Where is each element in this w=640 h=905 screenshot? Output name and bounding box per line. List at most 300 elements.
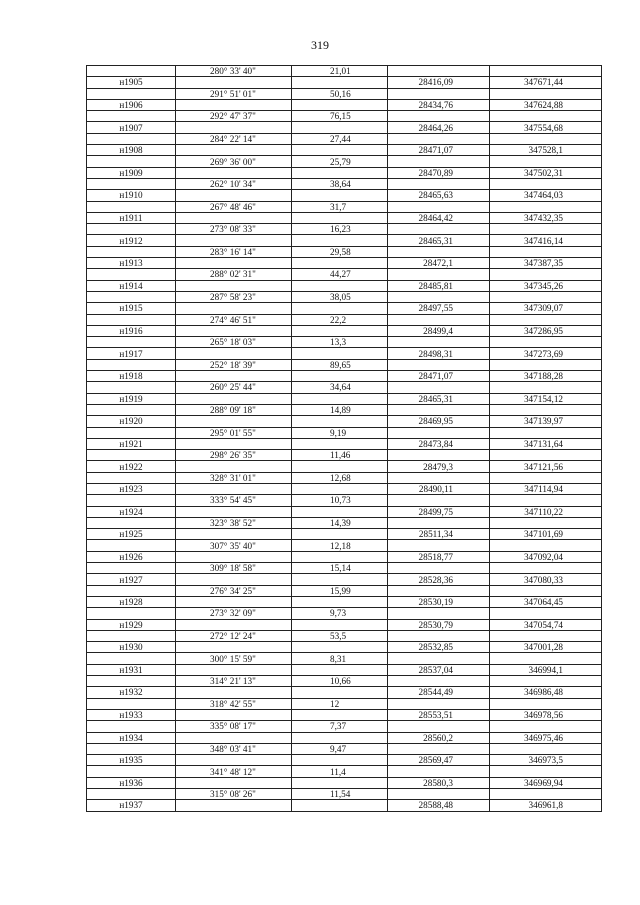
x-coordinate-cell	[388, 698, 490, 709]
angle-cell: 314° 21' 13"	[176, 676, 292, 687]
y-coordinate-cell: 347464,03	[490, 190, 602, 201]
distance-cell: 44,27	[292, 269, 388, 280]
angle-cell: 333° 54' 45"	[176, 495, 292, 506]
table-row	[87, 235, 602, 246]
y-coordinate-cell	[490, 789, 602, 800]
distance-cell	[292, 574, 388, 585]
point-cell	[87, 630, 176, 641]
point-cell	[87, 472, 176, 483]
table-row	[87, 66, 602, 77]
y-coordinate-cell: 347554,68	[490, 122, 602, 133]
distance-cell	[292, 212, 388, 223]
table-row	[87, 574, 602, 585]
y-coordinate-cell: 346961,8	[490, 800, 602, 811]
x-coordinate-cell: 28553,51	[388, 709, 490, 720]
table-row	[87, 156, 602, 167]
table-row	[87, 201, 602, 212]
y-coordinate-cell	[490, 540, 602, 551]
table-row	[87, 291, 602, 302]
x-coordinate-cell: 28469,95	[388, 416, 490, 427]
distance-cell: 14,89	[292, 404, 388, 415]
y-coordinate-cell: 347139,97	[490, 416, 602, 427]
y-coordinate-cell: 347387,35	[490, 258, 602, 269]
point-cell	[87, 743, 176, 754]
distance-cell: 16,23	[292, 224, 388, 235]
point-cell	[87, 314, 176, 325]
angle-cell	[176, 687, 292, 698]
point-cell	[87, 676, 176, 687]
point-cell: н1924	[87, 506, 176, 517]
point-cell	[87, 246, 176, 257]
x-coordinate-cell: 28528,36	[388, 574, 490, 585]
x-coordinate-cell: 28490,11	[388, 483, 490, 494]
distance-cell	[292, 529, 388, 540]
distance-cell: 9,19	[292, 427, 388, 438]
distance-cell: 12	[292, 698, 388, 709]
x-coordinate-cell: 28465,31	[388, 235, 490, 246]
point-cell	[87, 291, 176, 302]
angle-cell: 309° 18' 58"	[176, 563, 292, 574]
x-coordinate-cell	[388, 540, 490, 551]
point-cell: н1910	[87, 190, 176, 201]
angle-cell: 287° 58' 23"	[176, 291, 292, 302]
table-row	[87, 608, 602, 619]
y-coordinate-cell	[490, 630, 602, 641]
table-row	[87, 246, 602, 257]
angle-cell	[176, 551, 292, 562]
x-coordinate-cell	[388, 88, 490, 99]
table-row	[87, 653, 602, 664]
point-cell	[87, 337, 176, 348]
table-row	[87, 404, 602, 415]
y-coordinate-cell	[490, 676, 602, 687]
x-coordinate-cell	[388, 156, 490, 167]
angle-cell	[176, 235, 292, 246]
point-cell: н1929	[87, 619, 176, 630]
x-coordinate-cell: 28499,75	[388, 506, 490, 517]
y-coordinate-cell: 347309,07	[490, 303, 602, 314]
point-cell: н1915	[87, 303, 176, 314]
y-coordinate-cell: 347054,74	[490, 619, 602, 630]
y-coordinate-cell: 347273,69	[490, 348, 602, 359]
distance-cell	[292, 506, 388, 517]
point-cell: н1936	[87, 777, 176, 788]
y-coordinate-cell: 347114,94	[490, 483, 602, 494]
table-row	[87, 709, 602, 720]
table-row	[87, 472, 602, 483]
distance-cell: 9,73	[292, 608, 388, 619]
point-cell	[87, 224, 176, 235]
x-coordinate-cell: 28569,47	[388, 755, 490, 766]
x-coordinate-cell: 28472,1	[388, 258, 490, 269]
table-row	[87, 382, 602, 393]
angle-cell: 260° 25' 44"	[176, 382, 292, 393]
point-cell: н1923	[87, 483, 176, 494]
table-row	[87, 687, 602, 698]
y-coordinate-cell	[490, 291, 602, 302]
table-row	[87, 529, 602, 540]
distance-cell: 15,99	[292, 585, 388, 596]
point-cell	[87, 427, 176, 438]
table-row	[87, 551, 602, 562]
distance-cell: 22,2	[292, 314, 388, 325]
distance-cell	[292, 777, 388, 788]
y-coordinate-cell	[490, 156, 602, 167]
angle-cell: 273° 32' 09"	[176, 608, 292, 619]
table-row	[87, 337, 602, 348]
x-coordinate-cell: 28580,3	[388, 777, 490, 788]
x-coordinate-cell: 28530,19	[388, 596, 490, 607]
x-coordinate-cell: 28530,79	[388, 619, 490, 630]
distance-cell: 11,4	[292, 766, 388, 777]
distance-cell	[292, 167, 388, 178]
table-row	[87, 99, 602, 110]
point-cell: н1918	[87, 371, 176, 382]
x-coordinate-cell	[388, 201, 490, 212]
x-coordinate-cell: 28464,26	[388, 122, 490, 133]
distance-cell: 15,14	[292, 563, 388, 574]
x-coordinate-cell: 28471,07	[388, 371, 490, 382]
x-coordinate-cell	[388, 495, 490, 506]
table-row	[87, 483, 602, 494]
point-cell: н1916	[87, 325, 176, 336]
angle-cell	[176, 348, 292, 359]
x-coordinate-cell: 28588,48	[388, 800, 490, 811]
y-coordinate-cell	[490, 88, 602, 99]
angle-cell	[176, 529, 292, 540]
distance-cell: 38,64	[292, 178, 388, 189]
distance-cell	[292, 483, 388, 494]
y-coordinate-cell	[490, 472, 602, 483]
table-row	[87, 777, 602, 788]
distance-cell	[292, 122, 388, 133]
table-row	[87, 630, 602, 641]
angle-cell	[176, 755, 292, 766]
table-row	[87, 438, 602, 449]
point-cell	[87, 111, 176, 122]
table-row	[87, 190, 602, 201]
angle-cell	[176, 393, 292, 404]
point-cell	[87, 88, 176, 99]
angle-cell	[176, 122, 292, 133]
x-coordinate-cell: 28544,49	[388, 687, 490, 698]
angle-cell: 341° 48' 12"	[176, 766, 292, 777]
point-cell	[87, 585, 176, 596]
table-row	[87, 212, 602, 223]
point-cell: н1921	[87, 438, 176, 449]
coordinates-table	[86, 65, 602, 812]
x-coordinate-cell	[388, 314, 490, 325]
table-row	[87, 676, 602, 687]
distance-cell	[292, 371, 388, 382]
distance-cell	[292, 280, 388, 291]
x-coordinate-cell: 28465,31	[388, 393, 490, 404]
point-cell	[87, 517, 176, 528]
distance-cell	[292, 461, 388, 472]
distance-cell	[292, 438, 388, 449]
distance-cell: 21,01	[292, 66, 388, 77]
angle-cell: 291° 51' 01"	[176, 88, 292, 99]
point-cell: н1922	[87, 461, 176, 472]
angle-cell	[176, 99, 292, 110]
point-cell: н1930	[87, 642, 176, 653]
y-coordinate-cell: 347131,64	[490, 438, 602, 449]
table-row	[87, 766, 602, 777]
x-coordinate-cell: 28471,07	[388, 145, 490, 156]
x-coordinate-cell: 28434,76	[388, 99, 490, 110]
x-coordinate-cell	[388, 359, 490, 370]
distance-cell	[292, 642, 388, 653]
distance-cell	[292, 258, 388, 269]
x-coordinate-cell	[388, 721, 490, 732]
x-coordinate-cell	[388, 224, 490, 235]
point-cell: н1935	[87, 755, 176, 766]
angle-cell: 265° 18' 03"	[176, 337, 292, 348]
table-row	[87, 563, 602, 574]
distance-cell: 7,37	[292, 721, 388, 732]
table-row	[87, 303, 602, 314]
y-coordinate-cell: 346986,48	[490, 687, 602, 698]
x-coordinate-cell	[388, 789, 490, 800]
point-cell: н1934	[87, 732, 176, 743]
angle-cell	[176, 145, 292, 156]
point-cell	[87, 789, 176, 800]
distance-cell	[292, 687, 388, 698]
angle-cell: 252° 18' 39"	[176, 359, 292, 370]
table-row	[87, 461, 602, 472]
distance-cell	[292, 551, 388, 562]
x-coordinate-cell: 28560,2	[388, 732, 490, 743]
angle-cell	[176, 596, 292, 607]
y-coordinate-cell: 347080,33	[490, 574, 602, 585]
y-coordinate-cell	[490, 427, 602, 438]
y-coordinate-cell	[490, 608, 602, 619]
table-row	[87, 721, 602, 732]
angle-cell	[176, 438, 292, 449]
table-row	[87, 224, 602, 235]
point-cell: н1927	[87, 574, 176, 585]
point-cell	[87, 382, 176, 393]
x-coordinate-cell: 28473,84	[388, 438, 490, 449]
table-row	[87, 258, 602, 269]
point-cell: н1913	[87, 258, 176, 269]
angle-cell	[176, 777, 292, 788]
y-coordinate-cell: 346975,46	[490, 732, 602, 743]
table-row	[87, 393, 602, 404]
x-coordinate-cell: 28485,81	[388, 280, 490, 291]
x-coordinate-cell	[388, 517, 490, 528]
x-coordinate-cell: 28499,4	[388, 325, 490, 336]
distance-cell: 89,65	[292, 359, 388, 370]
y-coordinate-cell: 347624,88	[490, 99, 602, 110]
x-coordinate-cell	[388, 291, 490, 302]
x-coordinate-cell	[388, 337, 490, 348]
y-coordinate-cell: 347286,95	[490, 325, 602, 336]
point-cell	[87, 653, 176, 664]
y-coordinate-cell: 347432,35	[490, 212, 602, 223]
distance-cell	[292, 619, 388, 630]
point-cell	[87, 178, 176, 189]
point-cell: н1905	[87, 77, 176, 88]
angle-cell: 328° 31' 01"	[176, 472, 292, 483]
distance-cell: 53,5	[292, 630, 388, 641]
angle-cell: 323° 38' 52"	[176, 517, 292, 528]
x-coordinate-cell: 28479,3	[388, 461, 490, 472]
angle-cell: 262° 10' 34"	[176, 178, 292, 189]
distance-cell: 12,68	[292, 472, 388, 483]
x-coordinate-cell	[388, 766, 490, 777]
x-coordinate-cell	[388, 246, 490, 257]
distance-cell: 11,46	[292, 450, 388, 461]
y-coordinate-cell: 347528,1	[490, 145, 602, 156]
table-row	[87, 732, 602, 743]
angle-cell	[176, 732, 292, 743]
y-coordinate-cell: 346994,1	[490, 664, 602, 675]
distance-cell: 10,73	[292, 495, 388, 506]
distance-cell: 76,15	[292, 111, 388, 122]
table-row	[87, 698, 602, 709]
angle-cell	[176, 212, 292, 223]
x-coordinate-cell: 28537,04	[388, 664, 490, 675]
point-cell	[87, 201, 176, 212]
point-cell	[87, 359, 176, 370]
table-row	[87, 348, 602, 359]
table-row	[87, 596, 602, 607]
angle-cell: 276° 34' 25"	[176, 585, 292, 596]
x-coordinate-cell: 28464,42	[388, 212, 490, 223]
distance-cell	[292, 303, 388, 314]
distance-cell	[292, 596, 388, 607]
distance-cell	[292, 235, 388, 246]
y-coordinate-cell	[490, 653, 602, 664]
point-cell	[87, 563, 176, 574]
point-cell	[87, 133, 176, 144]
y-coordinate-cell: 347101,69	[490, 529, 602, 540]
distance-cell	[292, 416, 388, 427]
table-row	[87, 540, 602, 551]
y-coordinate-cell	[490, 337, 602, 348]
point-cell: н1906	[87, 99, 176, 110]
angle-cell	[176, 619, 292, 630]
x-coordinate-cell: 28470,89	[388, 167, 490, 178]
table-row	[87, 122, 602, 133]
angle-cell	[176, 303, 292, 314]
table-row	[87, 314, 602, 325]
y-coordinate-cell: 346969,94	[490, 777, 602, 788]
table-row	[87, 743, 602, 754]
angle-cell	[176, 709, 292, 720]
distance-cell	[292, 190, 388, 201]
angle-cell	[176, 483, 292, 494]
angle-cell: 280° 33' 40"	[176, 66, 292, 77]
table-row	[87, 280, 602, 291]
point-cell: н1907	[87, 122, 176, 133]
x-coordinate-cell	[388, 608, 490, 619]
point-cell	[87, 156, 176, 167]
x-coordinate-cell	[388, 269, 490, 280]
y-coordinate-cell: 347001,28	[490, 642, 602, 653]
y-coordinate-cell: 347154,12	[490, 393, 602, 404]
y-coordinate-cell	[490, 743, 602, 754]
angle-cell	[176, 258, 292, 269]
distance-cell	[292, 99, 388, 110]
point-cell: н1919	[87, 393, 176, 404]
y-coordinate-cell	[490, 66, 602, 77]
point-cell: н1908	[87, 145, 176, 156]
distance-cell	[292, 755, 388, 766]
table-row	[87, 427, 602, 438]
table-row	[87, 416, 602, 427]
angle-cell: 300° 15' 59"	[176, 653, 292, 664]
x-coordinate-cell	[388, 450, 490, 461]
table-row	[87, 325, 602, 336]
y-coordinate-cell	[490, 766, 602, 777]
x-coordinate-cell: 28518,77	[388, 551, 490, 562]
angle-cell	[176, 461, 292, 472]
x-coordinate-cell	[388, 653, 490, 664]
distance-cell: 25,79	[292, 156, 388, 167]
y-coordinate-cell: 347121,56	[490, 461, 602, 472]
x-coordinate-cell	[388, 178, 490, 189]
angle-cell: 315° 08' 26"	[176, 789, 292, 800]
y-coordinate-cell: 347502,31	[490, 167, 602, 178]
y-coordinate-cell	[490, 517, 602, 528]
point-cell: н1926	[87, 551, 176, 562]
point-cell	[87, 608, 176, 619]
point-cell: н1911	[87, 212, 176, 223]
x-coordinate-cell	[388, 404, 490, 415]
x-coordinate-cell: 28511,34	[388, 529, 490, 540]
y-coordinate-cell: 346978,56	[490, 709, 602, 720]
distance-cell	[292, 393, 388, 404]
distance-cell: 8,31	[292, 653, 388, 664]
x-coordinate-cell	[388, 427, 490, 438]
distance-cell	[292, 145, 388, 156]
point-cell: н1912	[87, 235, 176, 246]
y-coordinate-cell	[490, 721, 602, 732]
y-coordinate-cell	[490, 269, 602, 280]
point-cell	[87, 540, 176, 551]
x-coordinate-cell: 28497,55	[388, 303, 490, 314]
y-coordinate-cell	[490, 133, 602, 144]
point-cell: н1931	[87, 664, 176, 675]
x-coordinate-cell: 28532,85	[388, 642, 490, 653]
y-coordinate-cell	[490, 382, 602, 393]
x-coordinate-cell	[388, 743, 490, 754]
y-coordinate-cell	[490, 698, 602, 709]
x-coordinate-cell	[388, 585, 490, 596]
point-cell: н1914	[87, 280, 176, 291]
angle-cell: 295° 01' 55"	[176, 427, 292, 438]
angle-cell: 273° 08' 33"	[176, 224, 292, 235]
distance-cell: 10,66	[292, 676, 388, 687]
angle-cell	[176, 190, 292, 201]
y-coordinate-cell	[490, 224, 602, 235]
angle-cell: 269° 36' 00"	[176, 156, 292, 167]
x-coordinate-cell	[388, 133, 490, 144]
distance-cell: 38,05	[292, 291, 388, 302]
point-cell	[87, 450, 176, 461]
table-row	[87, 371, 602, 382]
distance-cell	[292, 800, 388, 811]
point-cell	[87, 495, 176, 506]
y-coordinate-cell	[490, 314, 602, 325]
angle-cell	[176, 167, 292, 178]
distance-cell	[292, 709, 388, 720]
angle-cell: 318° 42' 55"	[176, 698, 292, 709]
point-cell	[87, 766, 176, 777]
angle-cell	[176, 280, 292, 291]
